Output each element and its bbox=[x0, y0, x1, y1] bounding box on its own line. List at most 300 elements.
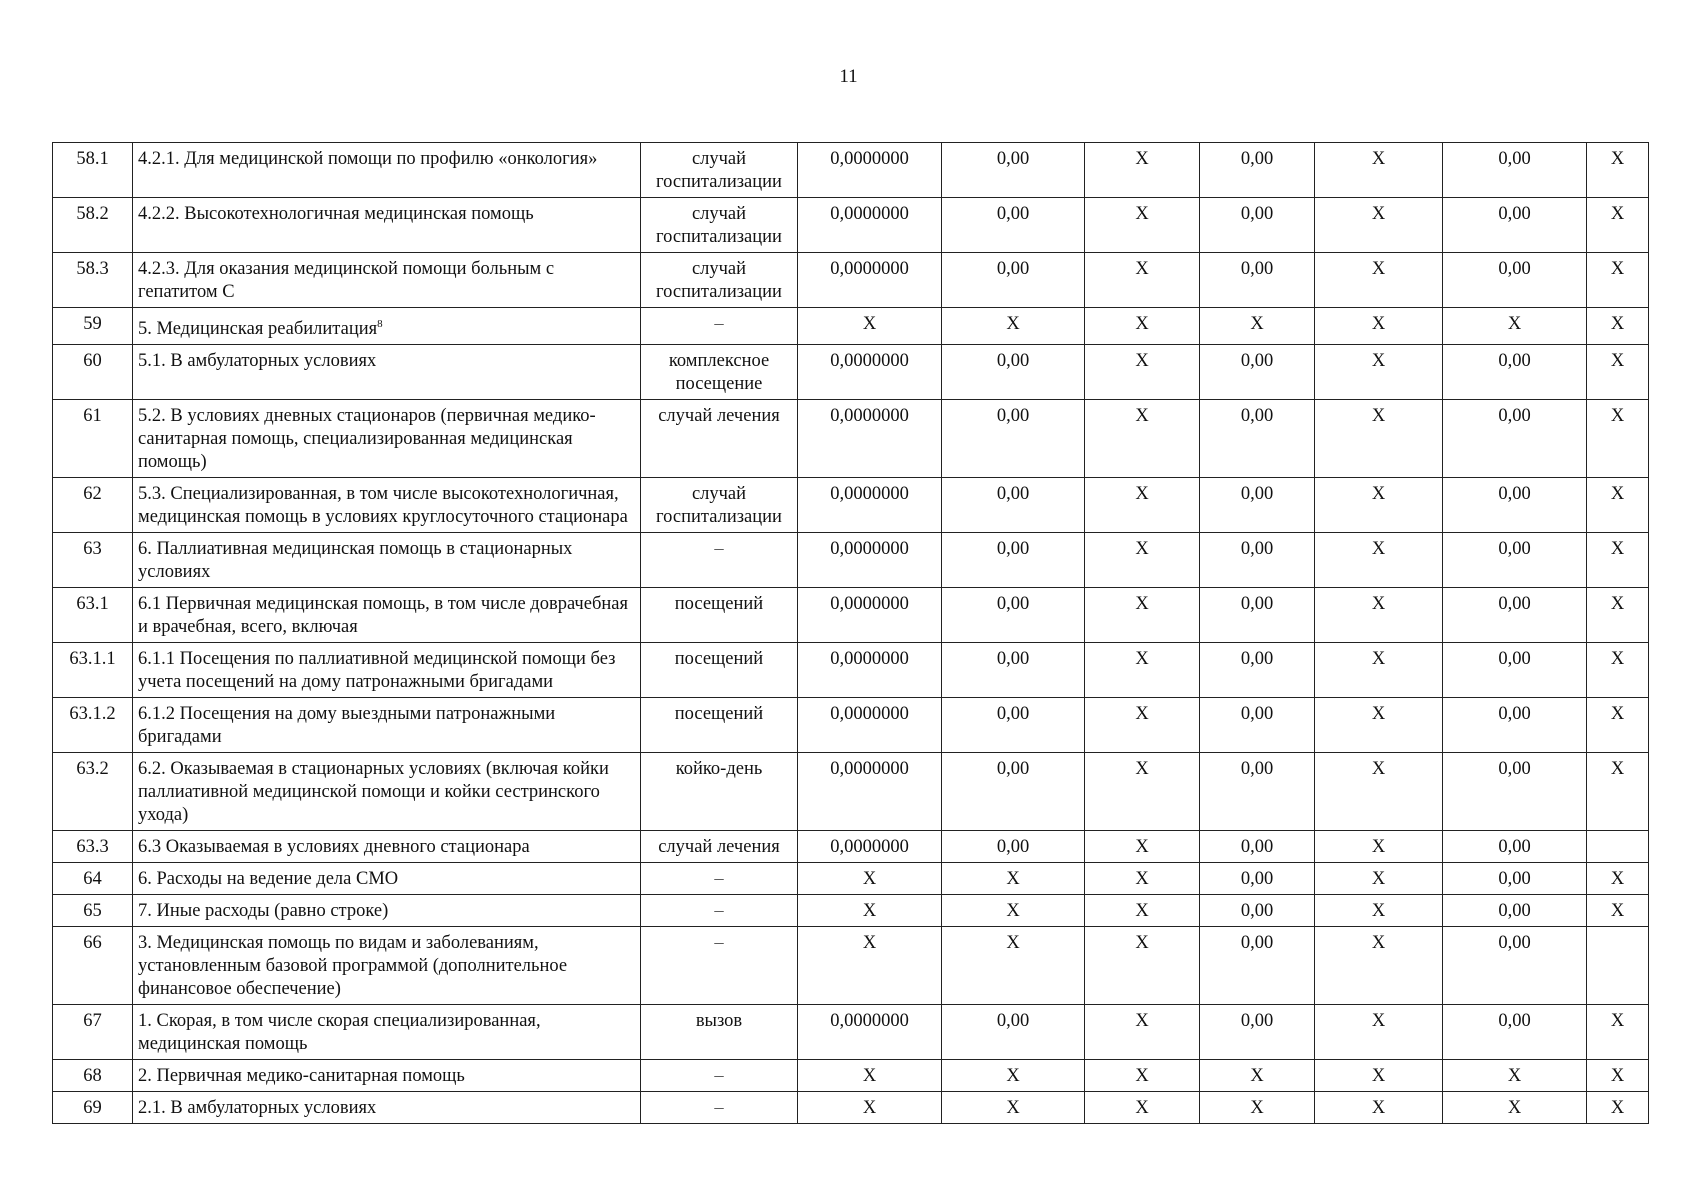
row-number-cell bbox=[53, 1060, 133, 1092]
value-text-1: 0,0000000 bbox=[830, 704, 909, 725]
row-number-text: 63 bbox=[83, 539, 102, 560]
value-text-5: X bbox=[1371, 901, 1386, 922]
value-text-3: X bbox=[1135, 351, 1149, 372]
value-text-2: X bbox=[1006, 869, 1020, 890]
value-text-3: X bbox=[1135, 1098, 1149, 1119]
value-cell-6 bbox=[1443, 698, 1587, 753]
value-text-3: X bbox=[1135, 704, 1149, 725]
row-name-cell bbox=[133, 345, 641, 400]
value-cell-6 bbox=[1443, 753, 1587, 831]
value-text-5: X bbox=[1371, 759, 1386, 780]
row-number-cell bbox=[53, 895, 133, 927]
unit-text: – bbox=[714, 1098, 724, 1119]
row-number-cell bbox=[53, 478, 133, 533]
row-name-cell bbox=[133, 588, 641, 643]
value-text-1: 0,0000000 bbox=[830, 484, 909, 505]
value-text-7: X bbox=[1610, 1098, 1625, 1119]
value-text-2: 0,00 bbox=[996, 837, 1030, 858]
value-text-6: X bbox=[1507, 314, 1522, 334]
unit-text: – bbox=[714, 314, 724, 334]
value-cell-3 bbox=[1085, 253, 1200, 308]
value-cell-3 bbox=[1085, 753, 1200, 831]
value-text-3: X bbox=[1135, 901, 1149, 922]
value-cell-6 bbox=[1443, 400, 1587, 478]
value-cell-1 bbox=[798, 198, 942, 253]
value-text-6: 0,00 bbox=[1498, 149, 1531, 169]
table-row bbox=[53, 533, 1649, 588]
row-name-cell bbox=[133, 698, 641, 753]
value-cell-5 bbox=[1315, 308, 1443, 345]
row-number-cell bbox=[53, 253, 133, 308]
value-cell-6 bbox=[1443, 831, 1587, 863]
value-cell-3 bbox=[1085, 198, 1200, 253]
unit-cell bbox=[641, 400, 798, 478]
value-text-1: 0,0000000 bbox=[830, 1011, 909, 1032]
value-cell-2 bbox=[942, 143, 1085, 198]
value-cell-4 bbox=[1200, 863, 1315, 895]
table-row bbox=[53, 1060, 1649, 1092]
value-text-7: X bbox=[1610, 204, 1625, 224]
row-name-text: 5.1. В амбулаторных условиях bbox=[138, 351, 377, 372]
value-cell-4 bbox=[1200, 895, 1315, 927]
value-text-7: X bbox=[1610, 869, 1625, 890]
table-body bbox=[53, 143, 1649, 1124]
value-cell-1 bbox=[798, 863, 942, 895]
value-cell-2 bbox=[942, 927, 1085, 1005]
value-text-3: X bbox=[1135, 1011, 1149, 1032]
value-cell-4 bbox=[1200, 400, 1315, 478]
value-cell-4 bbox=[1200, 533, 1315, 588]
value-text-2: 0,00 bbox=[996, 704, 1030, 725]
unit-text: случай госпитализации bbox=[656, 259, 782, 302]
value-text-2: X bbox=[1006, 1066, 1020, 1087]
value-text-1: 0,0000000 bbox=[830, 539, 909, 560]
unit-text: койко-день bbox=[675, 759, 763, 780]
unit-text: – bbox=[714, 869, 724, 890]
value-text-4: 0,00 bbox=[1240, 406, 1274, 427]
value-text-5: X bbox=[1371, 594, 1386, 615]
value-cell-7 bbox=[1587, 308, 1649, 345]
table-row bbox=[53, 643, 1649, 698]
value-cell-5 bbox=[1315, 588, 1443, 643]
value-text-2: 0,00 bbox=[996, 259, 1030, 279]
value-cell-1 bbox=[798, 533, 942, 588]
value-text-4: 0,00 bbox=[1240, 837, 1274, 858]
row-number-cell bbox=[53, 198, 133, 253]
value-cell-6 bbox=[1443, 1092, 1587, 1124]
value-text-5: X bbox=[1371, 259, 1386, 279]
value-cell-7 bbox=[1587, 253, 1649, 308]
row-name-cell bbox=[133, 927, 641, 1005]
value-text-7: X bbox=[1610, 649, 1625, 670]
value-cell-1 bbox=[798, 143, 942, 198]
value-text-5: X bbox=[1371, 204, 1386, 224]
value-cell-4 bbox=[1200, 753, 1315, 831]
value-cell-3 bbox=[1085, 1092, 1200, 1124]
table-row bbox=[53, 1005, 1649, 1060]
row-name-text: 7. Иные расходы (равно строке) bbox=[138, 901, 389, 922]
value-cell-6 bbox=[1443, 1005, 1587, 1060]
table-row bbox=[53, 400, 1649, 478]
table-row bbox=[53, 143, 1649, 198]
value-cell-6 bbox=[1443, 533, 1587, 588]
value-text-2: 0,00 bbox=[996, 539, 1030, 560]
row-name-text: 6.1.1 Посещения по паллиативной медицинской помощи без учета посещений на дому патронажными бригадами bbox=[138, 649, 616, 693]
value-text-2: 0,00 bbox=[996, 204, 1030, 224]
value-text-6: 0,00 bbox=[1498, 649, 1531, 670]
value-cell-2 bbox=[942, 863, 1085, 895]
row-number-text: 63.3 bbox=[76, 837, 109, 858]
value-cell-6 bbox=[1443, 253, 1587, 308]
row-name-text: 6.1 Первичная медицинская помощь, в том числе доврачебная и врачебная, всего, включая bbox=[138, 594, 628, 638]
value-cell-2 bbox=[942, 533, 1085, 588]
row-number-text: 61 bbox=[83, 406, 102, 427]
value-cell-2 bbox=[942, 253, 1085, 308]
row-name-text: 4.2.2. Высокотехнологичная медицинская помощь bbox=[138, 204, 534, 224]
value-text-7: X bbox=[1610, 259, 1625, 279]
value-text-1: 0,0000000 bbox=[830, 594, 909, 615]
unit-text: посещений bbox=[674, 649, 764, 670]
row-number-cell bbox=[53, 831, 133, 863]
unit-cell bbox=[641, 308, 798, 345]
row-number-cell bbox=[53, 927, 133, 1005]
value-cell-1 bbox=[798, 1092, 942, 1124]
value-text-5: X bbox=[1371, 933, 1386, 954]
value-text-3: X bbox=[1135, 204, 1149, 224]
unit-cell bbox=[641, 533, 798, 588]
value-text-6: 0,00 bbox=[1498, 704, 1531, 725]
value-cell-5 bbox=[1315, 1005, 1443, 1060]
value-text-5: X bbox=[1371, 539, 1386, 560]
value-cell-7 bbox=[1587, 1005, 1649, 1060]
unit-cell bbox=[641, 753, 798, 831]
row-name-cell bbox=[133, 831, 641, 863]
value-cell-6 bbox=[1443, 863, 1587, 895]
value-cell-1 bbox=[798, 308, 942, 345]
value-text-6: 0,00 bbox=[1498, 933, 1531, 954]
value-text-3: X bbox=[1135, 539, 1149, 560]
value-text-4: 0,00 bbox=[1240, 869, 1274, 890]
value-text-5: X bbox=[1371, 704, 1386, 725]
value-text-7: X bbox=[1610, 704, 1625, 725]
row-number-text: 65 bbox=[83, 901, 102, 922]
value-text-3: X bbox=[1135, 837, 1149, 858]
value-text-4: X bbox=[1250, 1066, 1264, 1087]
row-number-text: 62 bbox=[83, 484, 102, 505]
value-cell-1 bbox=[798, 588, 942, 643]
value-cell-3 bbox=[1085, 831, 1200, 863]
row-name-text: 5.2. В условиях дневных стационаров (первичная медико-санитарная помощь, специализированная медицинская помощь) bbox=[138, 406, 596, 473]
row-name-cell bbox=[133, 753, 641, 831]
value-text-4: 0,00 bbox=[1240, 259, 1274, 279]
value-cell-6 bbox=[1443, 345, 1587, 400]
unit-cell bbox=[641, 588, 798, 643]
unit-cell bbox=[641, 198, 798, 253]
value-text-4: 0,00 bbox=[1240, 204, 1274, 224]
row-name-text: 2. Первичная медико-санитарная помощь bbox=[138, 1066, 465, 1087]
value-text-6: 0,00 bbox=[1498, 759, 1531, 780]
value-cell-3 bbox=[1085, 698, 1200, 753]
row-name-cell bbox=[133, 478, 641, 533]
value-cell-5 bbox=[1315, 478, 1443, 533]
row-number-text: 60 bbox=[83, 351, 102, 372]
value-text-2: X bbox=[1006, 933, 1020, 954]
row-name-cell bbox=[133, 143, 641, 198]
value-text-4: X bbox=[1250, 1098, 1264, 1119]
row-number-cell bbox=[53, 863, 133, 895]
value-text-5: X bbox=[1371, 406, 1386, 427]
row-name-cell bbox=[133, 198, 641, 253]
row-number-cell bbox=[53, 753, 133, 831]
value-text-6: 0,00 bbox=[1498, 406, 1531, 427]
row-name-cell bbox=[133, 895, 641, 927]
row-number-cell bbox=[53, 588, 133, 643]
value-cell-1 bbox=[798, 345, 942, 400]
value-text-6: 0,00 bbox=[1498, 259, 1531, 279]
value-cell-1 bbox=[798, 698, 942, 753]
value-cell-3 bbox=[1085, 588, 1200, 643]
table-row bbox=[53, 927, 1649, 1005]
value-cell-5 bbox=[1315, 1092, 1443, 1124]
value-text-1: 0,0000000 bbox=[830, 837, 909, 858]
row-name-cell bbox=[133, 1005, 641, 1060]
value-text-2: 0,00 bbox=[996, 759, 1030, 780]
value-text-7: X bbox=[1610, 1011, 1625, 1032]
unit-text: комплексное посещение bbox=[668, 351, 770, 395]
value-text-7: X bbox=[1610, 351, 1625, 372]
value-cell-6 bbox=[1443, 927, 1587, 1005]
value-cell-3 bbox=[1085, 345, 1200, 400]
unit-cell bbox=[641, 698, 798, 753]
table-row bbox=[53, 308, 1649, 345]
value-text-6: 0,00 bbox=[1498, 484, 1531, 505]
value-cell-3 bbox=[1085, 1060, 1200, 1092]
value-cell-7 bbox=[1587, 1092, 1649, 1124]
value-cell-5 bbox=[1315, 895, 1443, 927]
unit-text: посещений bbox=[674, 704, 764, 725]
row-number-cell bbox=[53, 1092, 133, 1124]
value-cell-4 bbox=[1200, 831, 1315, 863]
value-text-5: X bbox=[1371, 484, 1386, 505]
value-cell-1 bbox=[798, 478, 942, 533]
value-text-7: X bbox=[1610, 901, 1625, 922]
value-cell-7 bbox=[1587, 753, 1649, 831]
row-name-text: 4.2.1. Для медицинской помощи по профилю «онкология» bbox=[138, 149, 598, 169]
value-cell-5 bbox=[1315, 345, 1443, 400]
value-cell-7 bbox=[1587, 198, 1649, 253]
value-text-5: X bbox=[1371, 1011, 1386, 1032]
value-cell-7 bbox=[1587, 143, 1649, 198]
value-text-6: 0,00 bbox=[1498, 351, 1531, 372]
value-text-2: X bbox=[1006, 1098, 1020, 1119]
row-number-text: 63.1.2 bbox=[69, 704, 116, 725]
value-cell-1 bbox=[798, 253, 942, 308]
value-text-5: X bbox=[1371, 1066, 1386, 1087]
row-number-text: 63.1 bbox=[76, 594, 109, 615]
value-text-6: 0,00 bbox=[1498, 901, 1531, 922]
row-name-text: 5.3. Специализированная, в том числе высокотехнологичная, медицинская помощь в условиях круглосуточного стационара bbox=[138, 484, 628, 528]
row-name-cell bbox=[133, 643, 641, 698]
value-cell-7 bbox=[1587, 863, 1649, 895]
row-name-cell bbox=[133, 253, 641, 308]
value-text-7: X bbox=[1610, 759, 1625, 780]
value-text-3: X bbox=[1135, 406, 1149, 427]
value-text-5: X bbox=[1371, 351, 1386, 372]
value-text-7: X bbox=[1610, 539, 1625, 560]
row-name-text: 6. Расходы на ведение дела СМО bbox=[138, 869, 399, 890]
value-cell-2 bbox=[942, 753, 1085, 831]
value-cell-4 bbox=[1200, 698, 1315, 753]
value-cell-7 bbox=[1587, 698, 1649, 753]
row-number-cell bbox=[53, 400, 133, 478]
table-row bbox=[53, 253, 1649, 308]
value-cell-5 bbox=[1315, 253, 1443, 308]
value-text-3: X bbox=[1135, 594, 1149, 615]
value-cell-5 bbox=[1315, 698, 1443, 753]
value-cell-3 bbox=[1085, 533, 1200, 588]
value-cell-5 bbox=[1315, 533, 1443, 588]
value-text-3: X bbox=[1135, 314, 1149, 334]
value-cell-7 bbox=[1587, 643, 1649, 698]
value-cell-7 bbox=[1587, 588, 1649, 643]
value-cell-3 bbox=[1085, 143, 1200, 198]
value-text-2: 0,00 bbox=[996, 594, 1030, 615]
table-row bbox=[53, 895, 1649, 927]
value-text-5: X bbox=[1371, 837, 1386, 858]
table-row bbox=[53, 478, 1649, 533]
value-text-7: X bbox=[1610, 594, 1625, 615]
value-text-3: X bbox=[1135, 869, 1149, 890]
value-text-4: 0,00 bbox=[1240, 484, 1274, 505]
table-row bbox=[53, 588, 1649, 643]
value-cell-2 bbox=[942, 588, 1085, 643]
value-text-3: X bbox=[1135, 649, 1149, 670]
row-name-cell bbox=[133, 1060, 641, 1092]
value-cell-2 bbox=[942, 1092, 1085, 1124]
value-text-3: X bbox=[1135, 933, 1149, 954]
row-number-cell bbox=[53, 308, 133, 345]
data-table bbox=[52, 142, 1649, 1124]
value-cell-2 bbox=[942, 345, 1085, 400]
table-row bbox=[53, 345, 1649, 400]
row-number-cell bbox=[53, 533, 133, 588]
row-name-cell bbox=[133, 308, 641, 345]
value-cell-7 bbox=[1587, 927, 1649, 1005]
value-text-4: 0,00 bbox=[1240, 759, 1274, 780]
row-name-text: 1. Скорая, в том числе скорая специализированная, медицинская помощь bbox=[138, 1011, 541, 1055]
value-text-2: 0,00 bbox=[996, 484, 1030, 505]
value-text-6: 0,00 bbox=[1498, 204, 1531, 224]
value-text-3: X bbox=[1135, 484, 1149, 505]
value-text-1: X bbox=[862, 933, 877, 954]
value-text-7: X bbox=[1610, 314, 1625, 334]
row-number-text: 66 bbox=[83, 933, 102, 954]
unit-cell bbox=[641, 1092, 798, 1124]
value-text-3: X bbox=[1135, 149, 1149, 169]
value-cell-7 bbox=[1587, 478, 1649, 533]
value-cell-1 bbox=[798, 895, 942, 927]
unit-cell bbox=[641, 345, 798, 400]
value-cell-2 bbox=[942, 895, 1085, 927]
value-cell-6 bbox=[1443, 643, 1587, 698]
value-cell-4 bbox=[1200, 478, 1315, 533]
value-text-1: 0,0000000 bbox=[830, 149, 909, 169]
row-name-cell bbox=[133, 400, 641, 478]
value-text-6: 0,00 bbox=[1498, 869, 1531, 890]
unit-text: – bbox=[714, 1066, 724, 1087]
value-text-7: X bbox=[1610, 1066, 1625, 1087]
value-text-1: 0,0000000 bbox=[830, 649, 909, 670]
value-text-7: X bbox=[1610, 149, 1625, 169]
value-cell-2 bbox=[942, 400, 1085, 478]
value-cell-4 bbox=[1200, 1092, 1315, 1124]
value-cell-3 bbox=[1085, 895, 1200, 927]
value-cell-1 bbox=[798, 753, 942, 831]
value-cell-7 bbox=[1587, 831, 1649, 863]
value-text-2: 0,00 bbox=[996, 149, 1030, 169]
value-cell-3 bbox=[1085, 308, 1200, 345]
value-cell-5 bbox=[1315, 927, 1443, 1005]
value-cell-7 bbox=[1587, 533, 1649, 588]
row-number-text: 58.3 bbox=[76, 259, 109, 279]
value-text-1: 0,0000000 bbox=[830, 204, 909, 224]
table-row bbox=[53, 198, 1649, 253]
row-name-text: 2.1. В амбулаторных условиях bbox=[138, 1098, 377, 1119]
value-cell-5 bbox=[1315, 143, 1443, 198]
unit-text: случай госпитализации bbox=[656, 484, 782, 528]
row-name-cell bbox=[133, 533, 641, 588]
value-text-2: 0,00 bbox=[996, 406, 1030, 427]
unit-cell bbox=[641, 643, 798, 698]
value-text-5: X bbox=[1371, 314, 1386, 334]
value-cell-4 bbox=[1200, 1005, 1315, 1060]
value-text-4: 0,00 bbox=[1240, 1011, 1274, 1032]
unit-cell bbox=[641, 478, 798, 533]
row-number-text: 58.1 bbox=[76, 149, 109, 169]
row-number-text: 64 bbox=[83, 869, 102, 890]
value-text-3: X bbox=[1135, 259, 1149, 279]
value-text-1: X bbox=[862, 869, 877, 890]
unit-cell bbox=[641, 143, 798, 198]
row-name-text: 6. Паллиативная медицинская помощь в стационарных условиях bbox=[138, 539, 573, 583]
page-number: 11 bbox=[839, 66, 858, 87]
row-number-text: 67 bbox=[83, 1011, 102, 1032]
row-name-text: 5. Медицинская реабилитация bbox=[138, 319, 378, 340]
value-cell-2 bbox=[942, 198, 1085, 253]
value-cell-7 bbox=[1587, 345, 1649, 400]
unit-cell bbox=[641, 1060, 798, 1092]
row-name-text: 6.2. Оказываемая в стационарных условиях (включая койки паллиативной медицинской помощи и койки сестринского ухода) bbox=[138, 759, 609, 826]
unit-text: вызов bbox=[695, 1011, 743, 1032]
unit-text: – bbox=[714, 933, 724, 954]
value-cell-2 bbox=[942, 643, 1085, 698]
value-cell-7 bbox=[1587, 400, 1649, 478]
row-name-text: 6.1.2 Посещения на дому выездными патронажными бригадами bbox=[138, 704, 556, 748]
value-cell-7 bbox=[1587, 1060, 1649, 1092]
value-text-5: X bbox=[1371, 149, 1386, 169]
row-number-text: 58.2 bbox=[76, 204, 109, 224]
row-number-text: 63.2 bbox=[76, 759, 109, 780]
value-text-6: 0,00 bbox=[1498, 594, 1531, 615]
value-cell-6 bbox=[1443, 588, 1587, 643]
value-text-4: 0,00 bbox=[1240, 594, 1274, 615]
row-name-cell bbox=[133, 863, 641, 895]
value-cell-6 bbox=[1443, 143, 1587, 198]
value-text-3: X bbox=[1135, 759, 1149, 780]
value-text-1: X bbox=[862, 1066, 877, 1087]
value-text-6: X bbox=[1507, 1098, 1522, 1119]
row-name-cell bbox=[133, 1092, 641, 1124]
